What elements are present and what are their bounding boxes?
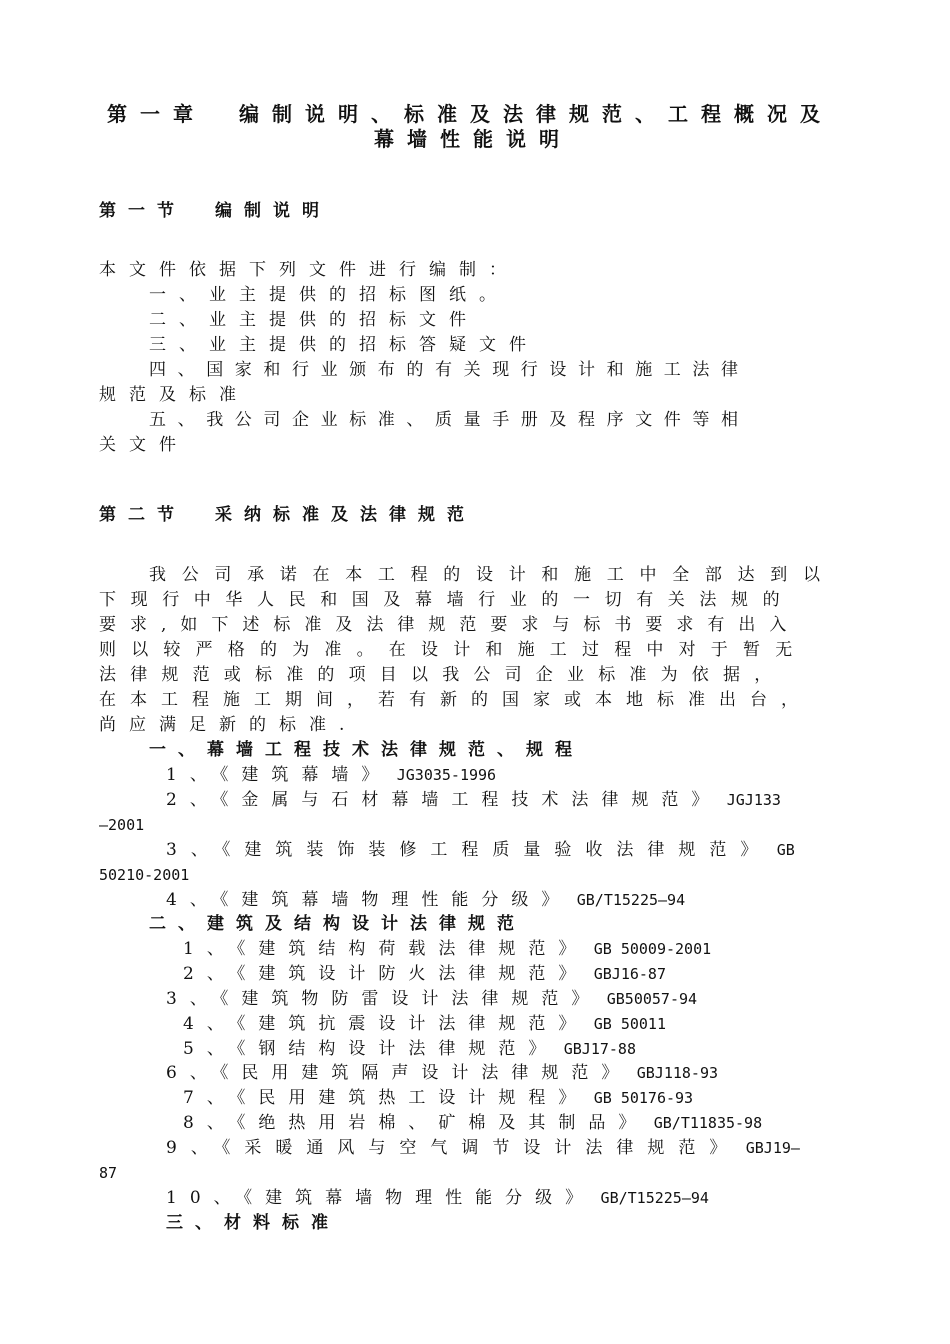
chapter-title-line1: 第一章 编制说明、标准及法律规范、工程概况及: [107, 102, 833, 126]
standard-item: [166, 1062, 718, 1084]
standard-item: [166, 764, 496, 786]
standard-item-cont: [99, 1162, 117, 1184]
standard-name: 2、《建筑设计防火法律规范》: [183, 964, 589, 984]
standard-code: GB 50011: [593, 1015, 666, 1033]
section1-item-cont: 规范及标准: [99, 385, 249, 405]
standard-name: 6、《民用建筑隔声设计法律规范》: [166, 1063, 632, 1083]
standard-item: [166, 988, 697, 1010]
standard-item: [183, 963, 666, 985]
sub3-heading: 三、材料标准: [166, 1213, 340, 1233]
standard-item: [166, 1137, 800, 1159]
standard-code: GB: [776, 841, 795, 859]
standard-code: GB 50176-93: [593, 1089, 694, 1107]
standard-name: 10、《建筑幕墙物理性能分级》: [166, 1188, 596, 1208]
section2-paragraph-line: 我公司承诺在本工程的设计和施工中全部达到以: [149, 565, 836, 585]
section2-heading: 第二节 采纳标准及法律规范: [99, 505, 476, 525]
standard-code: GB/T15225—94: [576, 891, 686, 909]
standard-item: [166, 889, 685, 911]
section1-item: 四、国家和行业颁布的有关现行设计和施工法律: [149, 360, 750, 380]
section1-item: 二、业主提供的招标文件: [149, 310, 479, 330]
standard-code: GBJ16-87: [593, 965, 666, 983]
section2-paragraph-line: 则以较严格的为准。在设计和施工过程中对于暂无: [99, 640, 808, 660]
standard-code: GB/T11835-98: [653, 1114, 763, 1132]
standard-item: [183, 1013, 666, 1035]
section1-item: 三、业主提供的招标答疑文件: [149, 335, 539, 355]
section2-paragraph-line: 尚应满足新的标准.: [99, 715, 358, 735]
standard-code: GB/T15225—94: [600, 1189, 709, 1207]
standard-name: 3、《建筑物防雷设计法律规范》: [166, 989, 602, 1009]
standard-name: 4、《建筑幕墙物理性能分级》: [166, 890, 572, 910]
standard-item: [183, 1087, 693, 1109]
standard-item: [183, 1112, 762, 1134]
standard-item: [183, 938, 711, 960]
standard-name: 1、《建筑幕墙》: [166, 765, 392, 785]
standard-code: 87: [99, 1164, 118, 1182]
section1-heading: 第一节 编制说明: [99, 201, 331, 221]
standard-code: GB50057-94: [606, 990, 698, 1008]
section2-paragraph-line: 法律规范或标准的项目以我公司企业标准为依据，: [99, 665, 786, 685]
standard-name: 9、《采暖通风与空气调节设计法律规范》: [166, 1138, 741, 1158]
section1-item-cont: 关文件: [99, 435, 189, 455]
section2-paragraph-line: 在本工程施工期间，若有新的国家或本地标准出台，: [99, 690, 812, 710]
standard-code: JGJ133: [726, 791, 781, 809]
standard-item: [166, 1187, 709, 1209]
standard-item: [183, 1038, 636, 1060]
standard-name: 1、《建筑结构荷载法律规范》: [183, 939, 589, 959]
standard-code: GBJ17-88: [563, 1040, 636, 1058]
section1-item: 一、业主提供的招标图纸。: [149, 285, 509, 305]
standard-code: GBJ19—: [745, 1139, 800, 1157]
standard-code: 50210-2001: [99, 866, 190, 884]
standard-item-cont: [99, 814, 144, 836]
section2-paragraph-line: 下现行中华人民和国及幕墙行业的一切有关法规的: [99, 590, 795, 610]
standard-name: 7、《民用建筑热工设计规程》: [183, 1088, 589, 1108]
standard-code: —2001: [99, 816, 145, 834]
standard-name: 4、《建筑抗震设计法律规范》: [183, 1014, 589, 1034]
chapter-title-line2: 幕墙性能说明: [374, 127, 572, 151]
standard-item-cont: [99, 864, 189, 886]
standard-code: JG3035-1996: [396, 766, 497, 784]
standard-code: GBJ118-93: [636, 1064, 719, 1082]
sub1-heading: 一、幕墙工程技术法律规范、规程: [149, 740, 584, 760]
standard-item: [166, 789, 781, 811]
standard-item: [166, 839, 795, 861]
section1-item: 五、我公司企业标准、质量手册及程序文件等相: [149, 410, 750, 430]
section1-intro: 本文件依据下列文件进行编制：: [99, 260, 519, 280]
standard-name: 5、《钢结构设计法律规范》: [183, 1039, 559, 1059]
standard-name: 3、《建筑装饰装修工程质量验收法律规范》: [166, 840, 772, 860]
standard-name: 8、《绝热用岩棉、矿棉及其制品》: [183, 1113, 649, 1133]
sub2-heading: 二、建筑及结构设计法律规范: [149, 914, 526, 934]
section2-paragraph-line: 要求,如下述标准及法律规范要求与标书要求有出入: [99, 615, 801, 635]
standard-name: 2、《金属与石材幕墙工程技术法律规范》: [166, 790, 722, 810]
standard-code: GB 50009-2001: [593, 940, 712, 958]
